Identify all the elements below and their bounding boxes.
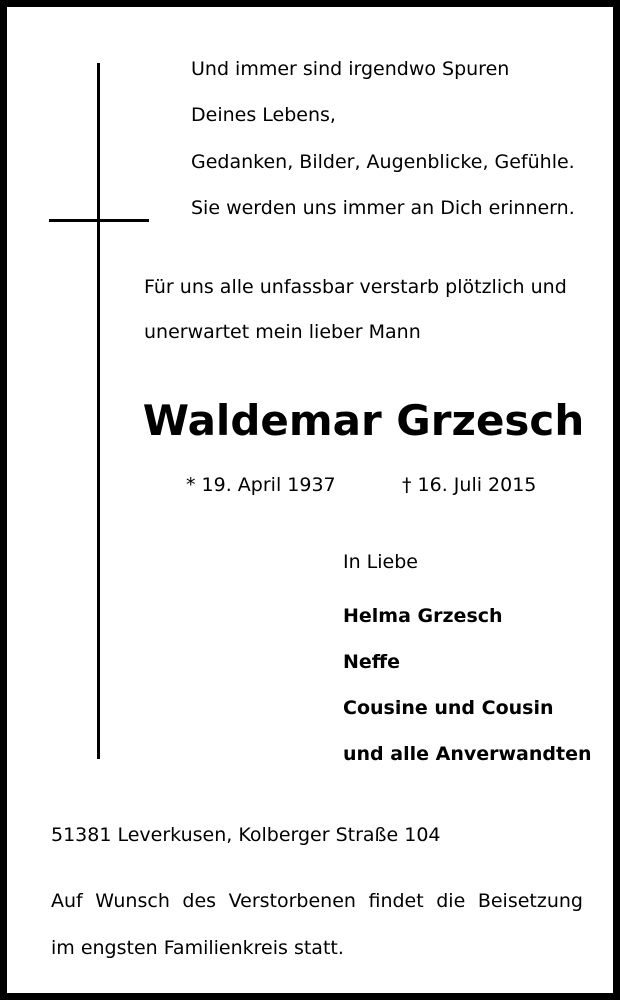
poem-line-2: Deines Lebens, xyxy=(191,104,336,126)
cross-icon-horizontal-bar xyxy=(49,219,149,222)
poem-line-4: Sie werden uns immer an Dich erinnern. xyxy=(191,197,575,219)
deceased-name: Waldemar Grzesch xyxy=(142,396,585,445)
mourners-intro: In Liebe xyxy=(343,551,418,573)
death-date: † 16. Juli 2015 xyxy=(402,474,537,496)
poem-line-3: Gedanken, Bilder, Augenblicke, Gefühle. xyxy=(191,151,575,173)
mourner-name: und alle Anverwandten xyxy=(343,743,592,765)
announcement-line-1: Für uns alle unfassbar verstarb plötzlich und xyxy=(144,276,567,298)
birth-date: * 19. April 1937 xyxy=(186,474,336,496)
address: 51381 Leverkusen, Kolberger Straße 104 xyxy=(51,824,441,846)
funeral-note-line-2: im engsten Familienkreis statt. xyxy=(51,937,344,959)
mourner-name: Cousine und Cousin xyxy=(343,697,554,719)
mourner-name: Neffe xyxy=(343,651,401,673)
poem-line-1: Und immer sind irgendwo Spuren xyxy=(191,58,510,80)
funeral-note-line-1: Auf Wunsch des Verstorbenen findet die Beisetzung xyxy=(51,890,583,912)
announcement-line-2: unerwartet mein lieber Mann xyxy=(144,321,421,343)
mourner-name: Helma Grzesch xyxy=(343,605,503,627)
